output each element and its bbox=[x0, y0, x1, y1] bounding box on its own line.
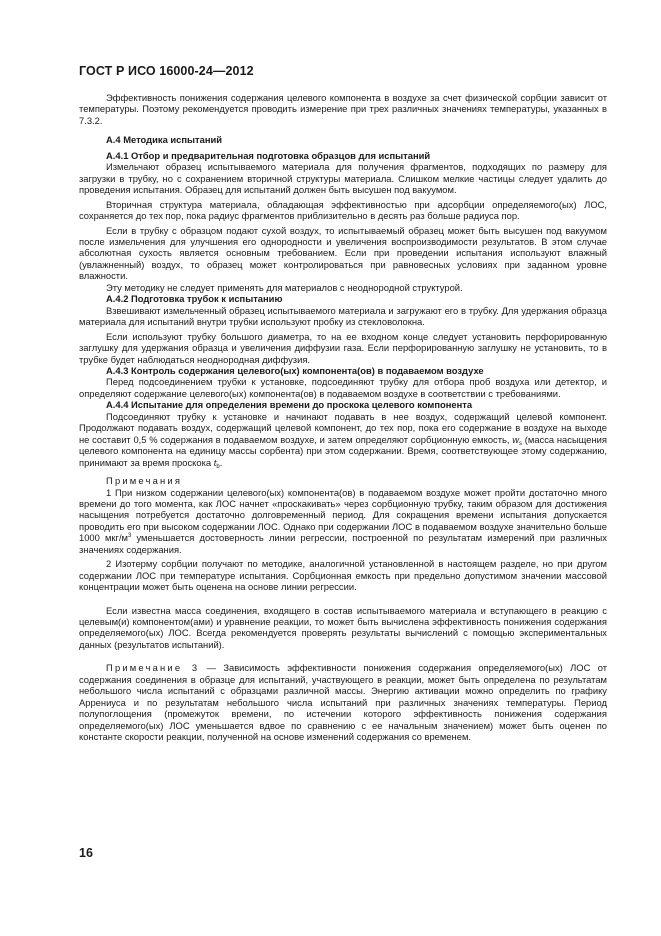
a42-paragraph-2: Если используют трубку большого диаметра, то на ее входном конце следует установить перфорированную заглушку для удержания образца и увеличения диффузии газа. Если перфорированную заглушку не установить, то в трубке будет наблюдаться неоднородная диффузия. bbox=[79, 330, 607, 365]
document-header: ГОСТ Р ИСО 16000-24—2012 bbox=[79, 64, 254, 78]
page-number: 16 bbox=[79, 846, 93, 860]
section-a42-title: А.4.2 Подготовка трубок к испытанию bbox=[106, 293, 283, 305]
breakthrough-time-subscript: b bbox=[216, 463, 220, 470]
page-content bbox=[79, 92, 607, 743]
note-3-label: Примечание 3 bbox=[106, 662, 200, 674]
a41-paragraph-3: Если в трубку с образцом подают сухой воздух, то испытываемый образец может быть высушен под вакуумом после измельчения для улучшения его однородности и увеличения воспроизводимости результатов. В этом случае абсолютная сухость является основным требованием. Если при проведении испытания используют влажный (увлажненный) воздух, то образец может контролироваться при равновесных условиях при заданном уровне влажности. bbox=[79, 224, 607, 282]
a44-paragraph-1 bbox=[79, 411, 607, 468]
note-2: 2 Изотерму сорбции получают по методике, аналогичной установленной в настоящем разделе, но при другом содержании ЛОС при температуре испытания. Сорбционная емкость при предельно допустимом значении массовой концентрации может быть оценена на основе линии регрессии. bbox=[79, 558, 607, 593]
note-3 bbox=[79, 662, 607, 742]
section-a4-title: А.4 Методика испытаний bbox=[106, 134, 223, 146]
a44-text-part-1: Подсоединяют трубку к установке и начинают подавать в нее воздух, содержащий целевой компонент. Продолжают подавать воздух, содержащий целевой компонент, до тех пор, пока его содержание в воздухе на выходе не составит 0,5 % содержания в подаваемом воздухе, и затем определяют сорбционную емкость, bbox=[79, 410, 607, 445]
note-3-text: — Зависимость эффективности понижения содержания определяемого(ых) ЛОС от содержания соединения в образце для испытаний, участвующего в реакции, может быть определена по результатам небольшого числа испытаний с образцами различной массы. Энергию активации можно определить по графику Аррениуса и по результатам небольшого числа испытаний при различных значениях температуры. Период полупоглощения (промежуток времени, по истечении которого эффективность понижения содержания определяемого(ых) ЛОС уменьшается вдвое по сравнению с ее начальным значением) может быть оценен по константе скорости реакции, полученной на основе изменений содержания со временем. bbox=[79, 662, 607, 743]
a42-paragraph-1: Взвешивают измельченный образец испытываемого материала и загружают его в трубку. Для удержания образца материала для испытаний внутри трубки используют пробку из стекловолокна. bbox=[79, 304, 607, 328]
mass-paragraph: Если известна масса соединения, входящего в состав испытываемого материала и вступающего в реакцию с целевым(и) компонентом(ами) и уравнение реакции, то может быть вычислена эффективность понижения содержания определяемого(ых) ЛОС. Всегда рекомендуется проверять результаты вычислений с помощью экспериментальных данных (результатов испытаний). bbox=[79, 604, 607, 650]
section-a43-title: А.4.3 Контроль содержания целевого(ых) компонента(ов) в подаваемом воздухе bbox=[106, 364, 484, 376]
note-1-text: 1 При низком содержании целевого(ых) компонента(ов) в подаваемом воздухе может пройти достаточно много времени до того момента, как ЛОС начнет «проскакивать» через сорбционную трубку, таким образом для достижения насыщения потребуется достаточно долговременный период. Для сокращения времени испытания допускается проводить его при высоком содержании ЛОС. Однако при содержании ЛОС в подаваемом воздухе значительно больше 1000 мкг/м bbox=[79, 486, 607, 544]
sorption-capacity-subscript: s bbox=[519, 440, 523, 447]
breakthrough-time-symbol: t bbox=[213, 456, 217, 468]
a44-text-end: . bbox=[219, 456, 223, 468]
intro-paragraph: Эффективность понижения содержания целевого компонента в воздухе за счет физической сорбции зависит от температуры. Поэтому рекомендуется проводить измерение при трех различных значениях температуры, указанных в 7.3.2. bbox=[79, 92, 607, 126]
sorption-capacity-symbol: w bbox=[512, 433, 520, 445]
note-1-superscript: 3 bbox=[128, 533, 132, 540]
notes-title: Примечания bbox=[106, 475, 183, 487]
note-1 bbox=[79, 487, 607, 556]
a43-paragraph-1: Перед подсоединением трубки к установке, подсоединяют трубку для отбора проб воздуха или детектор, и определяют содержание целевого(ых) компонента(ов) в подаваемом воздухе в соответствии с требованиями. bbox=[79, 376, 607, 399]
a41-paragraph-4: Эту методику не следует применять для материалов с неоднородной структурой. bbox=[106, 281, 463, 293]
section-a41-title: А.4.1 Отбор и предварительная подготовка образцов для испытаний bbox=[106, 149, 431, 161]
note-1-text-cont: уменьшается достоверность линии регрессии, построенной по результатам измерений при различных значениях содержания. bbox=[79, 532, 607, 555]
section-a44-title: А.4.4 Испытание для определения времени до проскока целевого компонента bbox=[106, 399, 473, 411]
a41-paragraph-2: Вторичная структура материала, обладающая эффективностью при адсорбции определяемого(ых) ЛОС, сохраняется до тех пор, пока радиус фрагментов приблизительно в десять раз больше радиуса пор. bbox=[79, 198, 607, 222]
a41-paragraph-1: Измельчают образец испытываемого материала для получения фрагментов, подходящих по размеру для загрузки в трубку, но с сохранением вторичной структуры материала. Слишком мелкие частицы следует удалить до проведения испытания. Образец для испытаний должен быть высушен под вакуумом. bbox=[79, 161, 607, 196]
a44-text-part-2: (масса насыщения целевого компонента на единицу массы сорбента) при этом содержании. Время, соответствующее этому содержанию, принимают за время проскока bbox=[79, 433, 607, 468]
